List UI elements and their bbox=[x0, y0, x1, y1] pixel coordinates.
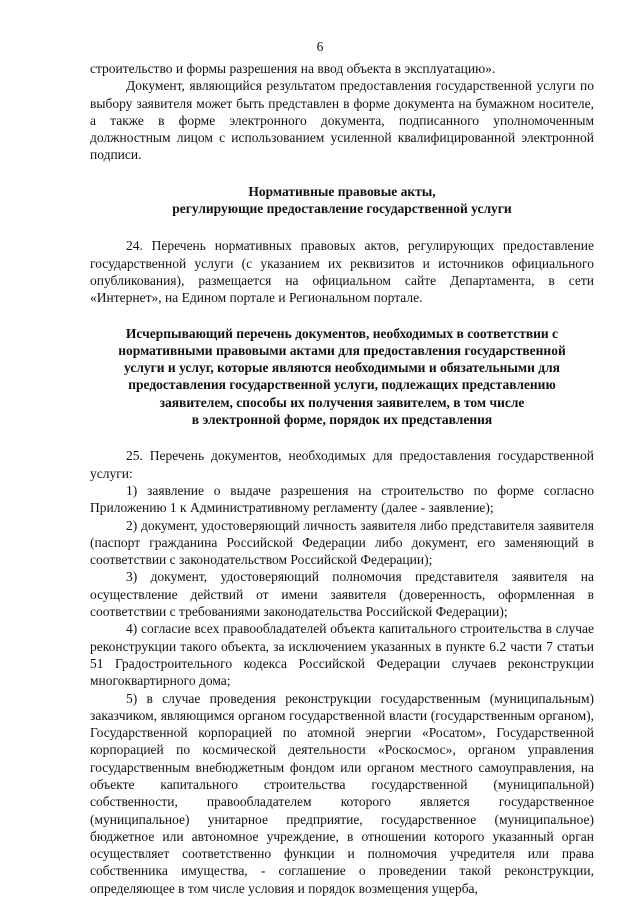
list-item: 5) в случае проведения реконструкции государственным (муниципальным) заказчиком, являющимся органом государственной власти (государственным органом), Государственной корпорацией по атомной энергии «Росатом», Государственной корпорацией по космической деятельности «Роскосмос», органом управления государственным внебюджетным фондом или органом местного самоуправления, на объекте капитального строительства государственной (муниципальной) собственности, правообладателем которого является государственное (муниципальное) унитарное предприятие, государственное (муниципальное) бюджетное или автономное учреждение, в отношении которого указанный орган осуществляет соответственно функции и полномочия учредителя или права собственника имущества, - соглашение о проведении такой реконструкции, определяющее в том числе условия и порядок возмещения ущерба, bbox=[90, 690, 594, 896]
heading-line: в электронной форме, порядок их представления bbox=[191, 412, 493, 428]
heading-line: предоставления государственной услуги, подлежащих представлению bbox=[128, 377, 556, 393]
heading-line: Исчерпывающий перечень документов, необходимых в соответствии с bbox=[125, 325, 559, 341]
list-item: 1) заявление о выдаче разрешения на строительство по форме согласно Приложению 1 к Административному регламенту (далее - заявление); bbox=[90, 482, 594, 516]
heading-line: услуги и услуг, которые являются необходимыми и обязательными для bbox=[124, 360, 560, 376]
document-body bbox=[90, 60, 594, 897]
heading-line: Нормативные правовые акты, bbox=[248, 183, 436, 199]
heading-line: нормативными правовыми актами для предоставления государственной bbox=[118, 342, 566, 358]
list-item: 2) документ, удостоверяющий личность заявителя либо представителя заявителя (паспорт гражданина Российской Федерации либо документ, его заменяющий в соответствии с законодательством Российской Федерации); bbox=[90, 517, 594, 568]
paragraph-result-document: Документ, являющийся результатом предоставления государственной услуги по выбору заявителя может быть представлен в форме документа на бумажном носителе, а также в форме электронного документа, подписанного уполномоченным должностным лицом с использованием усиленной квалифицированной электронной подписи. bbox=[90, 78, 594, 163]
heading-line: заявителем, способы их получения заявителем, в том числе bbox=[159, 394, 525, 410]
section-heading-documents-list bbox=[90, 325, 594, 429]
page-number: 6 bbox=[316, 39, 324, 54]
section-heading-normative-acts bbox=[90, 183, 594, 218]
list-item: 4) согласие всех правообладателей объекта капитального строительства в случае реконструкции такого объекта, за исключением указанных в пункте 6.2 части 7 статьи 51 Градостроительного кодекса Российской Федерации случаев реконструкции многоквартирного дома; bbox=[90, 621, 594, 689]
paragraph-24: 24. Перечень нормативных правовых актов, регулирующих предоставление государственной услуги (с указанием их реквизитов и источников официального опубликования), размещается на официальном сайте Департамента, в сети «Интернет», на Едином портале и Региональном портале. bbox=[90, 238, 594, 306]
heading-line: регулирующие предоставление государственной услуги bbox=[172, 201, 512, 217]
paragraph-continuation: строительство и формы разрешения на ввод объекта в эксплуатацию». bbox=[90, 61, 496, 76]
list-item: 3) документ, удостоверяющий полномочия представителя заявителя на осуществление действий от имени заявителя (доверенность, оформленная в соответствии с требованиями законодательства Российской Федерации); bbox=[90, 569, 594, 620]
paragraph-25: 25. Перечень документов, необходимых для предоставления государственной услуги: bbox=[90, 448, 594, 481]
